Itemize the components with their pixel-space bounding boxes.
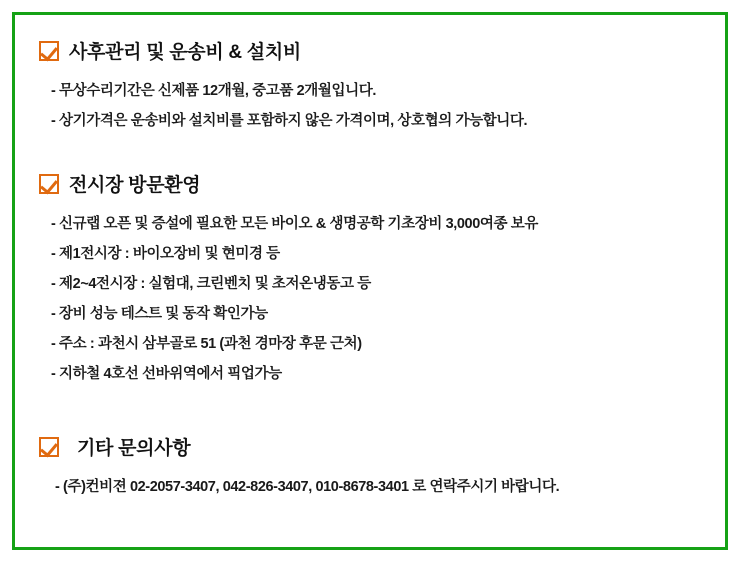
list-item: - 지하철 4호선 선바위역에서 픽업가능 — [51, 365, 282, 382]
section-heading — [39, 170, 701, 197]
list-item: - 무상수리기간은 신제품 12개월, 중고품 2개월입니다. — [51, 82, 376, 99]
check-box-icon — [39, 41, 59, 61]
list-item: - 제1전시장 : 바이오장비 및 현미경 등 — [51, 245, 280, 262]
section-line-list — [39, 209, 701, 389]
section-after-sales-and-shipping — [39, 37, 701, 136]
section-heading — [39, 433, 701, 460]
list-item: - 신규랩 오픈 및 증설에 필요한 모든 바이오 & 생명공학 기초장비 3,000여종 보유 — [51, 215, 538, 232]
list-item: - (주)컨비젼 02-2057-3407, 042-826-3407, 010-8678-3401 로 연락주시기 바랍니다. — [55, 478, 560, 495]
list-item: - 주소 : 과천시 삼부골로 51 (과천 경마장 후문 근처) — [51, 335, 362, 352]
section-title: 기타 문의사항 — [77, 438, 191, 460]
green-bordered-content-frame — [12, 12, 728, 550]
check-box-icon — [39, 174, 59, 194]
section-line-list — [39, 472, 701, 502]
list-item: - 제2~4전시장 : 실험대, 크린벤치 및 초저온냉동고 등 — [51, 275, 371, 292]
section-other-inquiries — [39, 433, 701, 502]
list-item: - 상기가격은 운송비와 설치비를 포함하지 않은 가격이며, 상호협의 가능합니다. — [51, 112, 528, 129]
section-line-list — [39, 76, 701, 136]
section-heading — [39, 37, 701, 64]
section-title: 전시장 방문환영 — [69, 175, 201, 197]
list-item: - 장비 성능 테스트 및 동작 확인가능 — [51, 305, 268, 322]
check-box-icon — [39, 437, 59, 457]
section-showroom-visit — [39, 170, 701, 389]
section-title: 사후관리 및 운송비 & 설치비 — [69, 42, 301, 63]
